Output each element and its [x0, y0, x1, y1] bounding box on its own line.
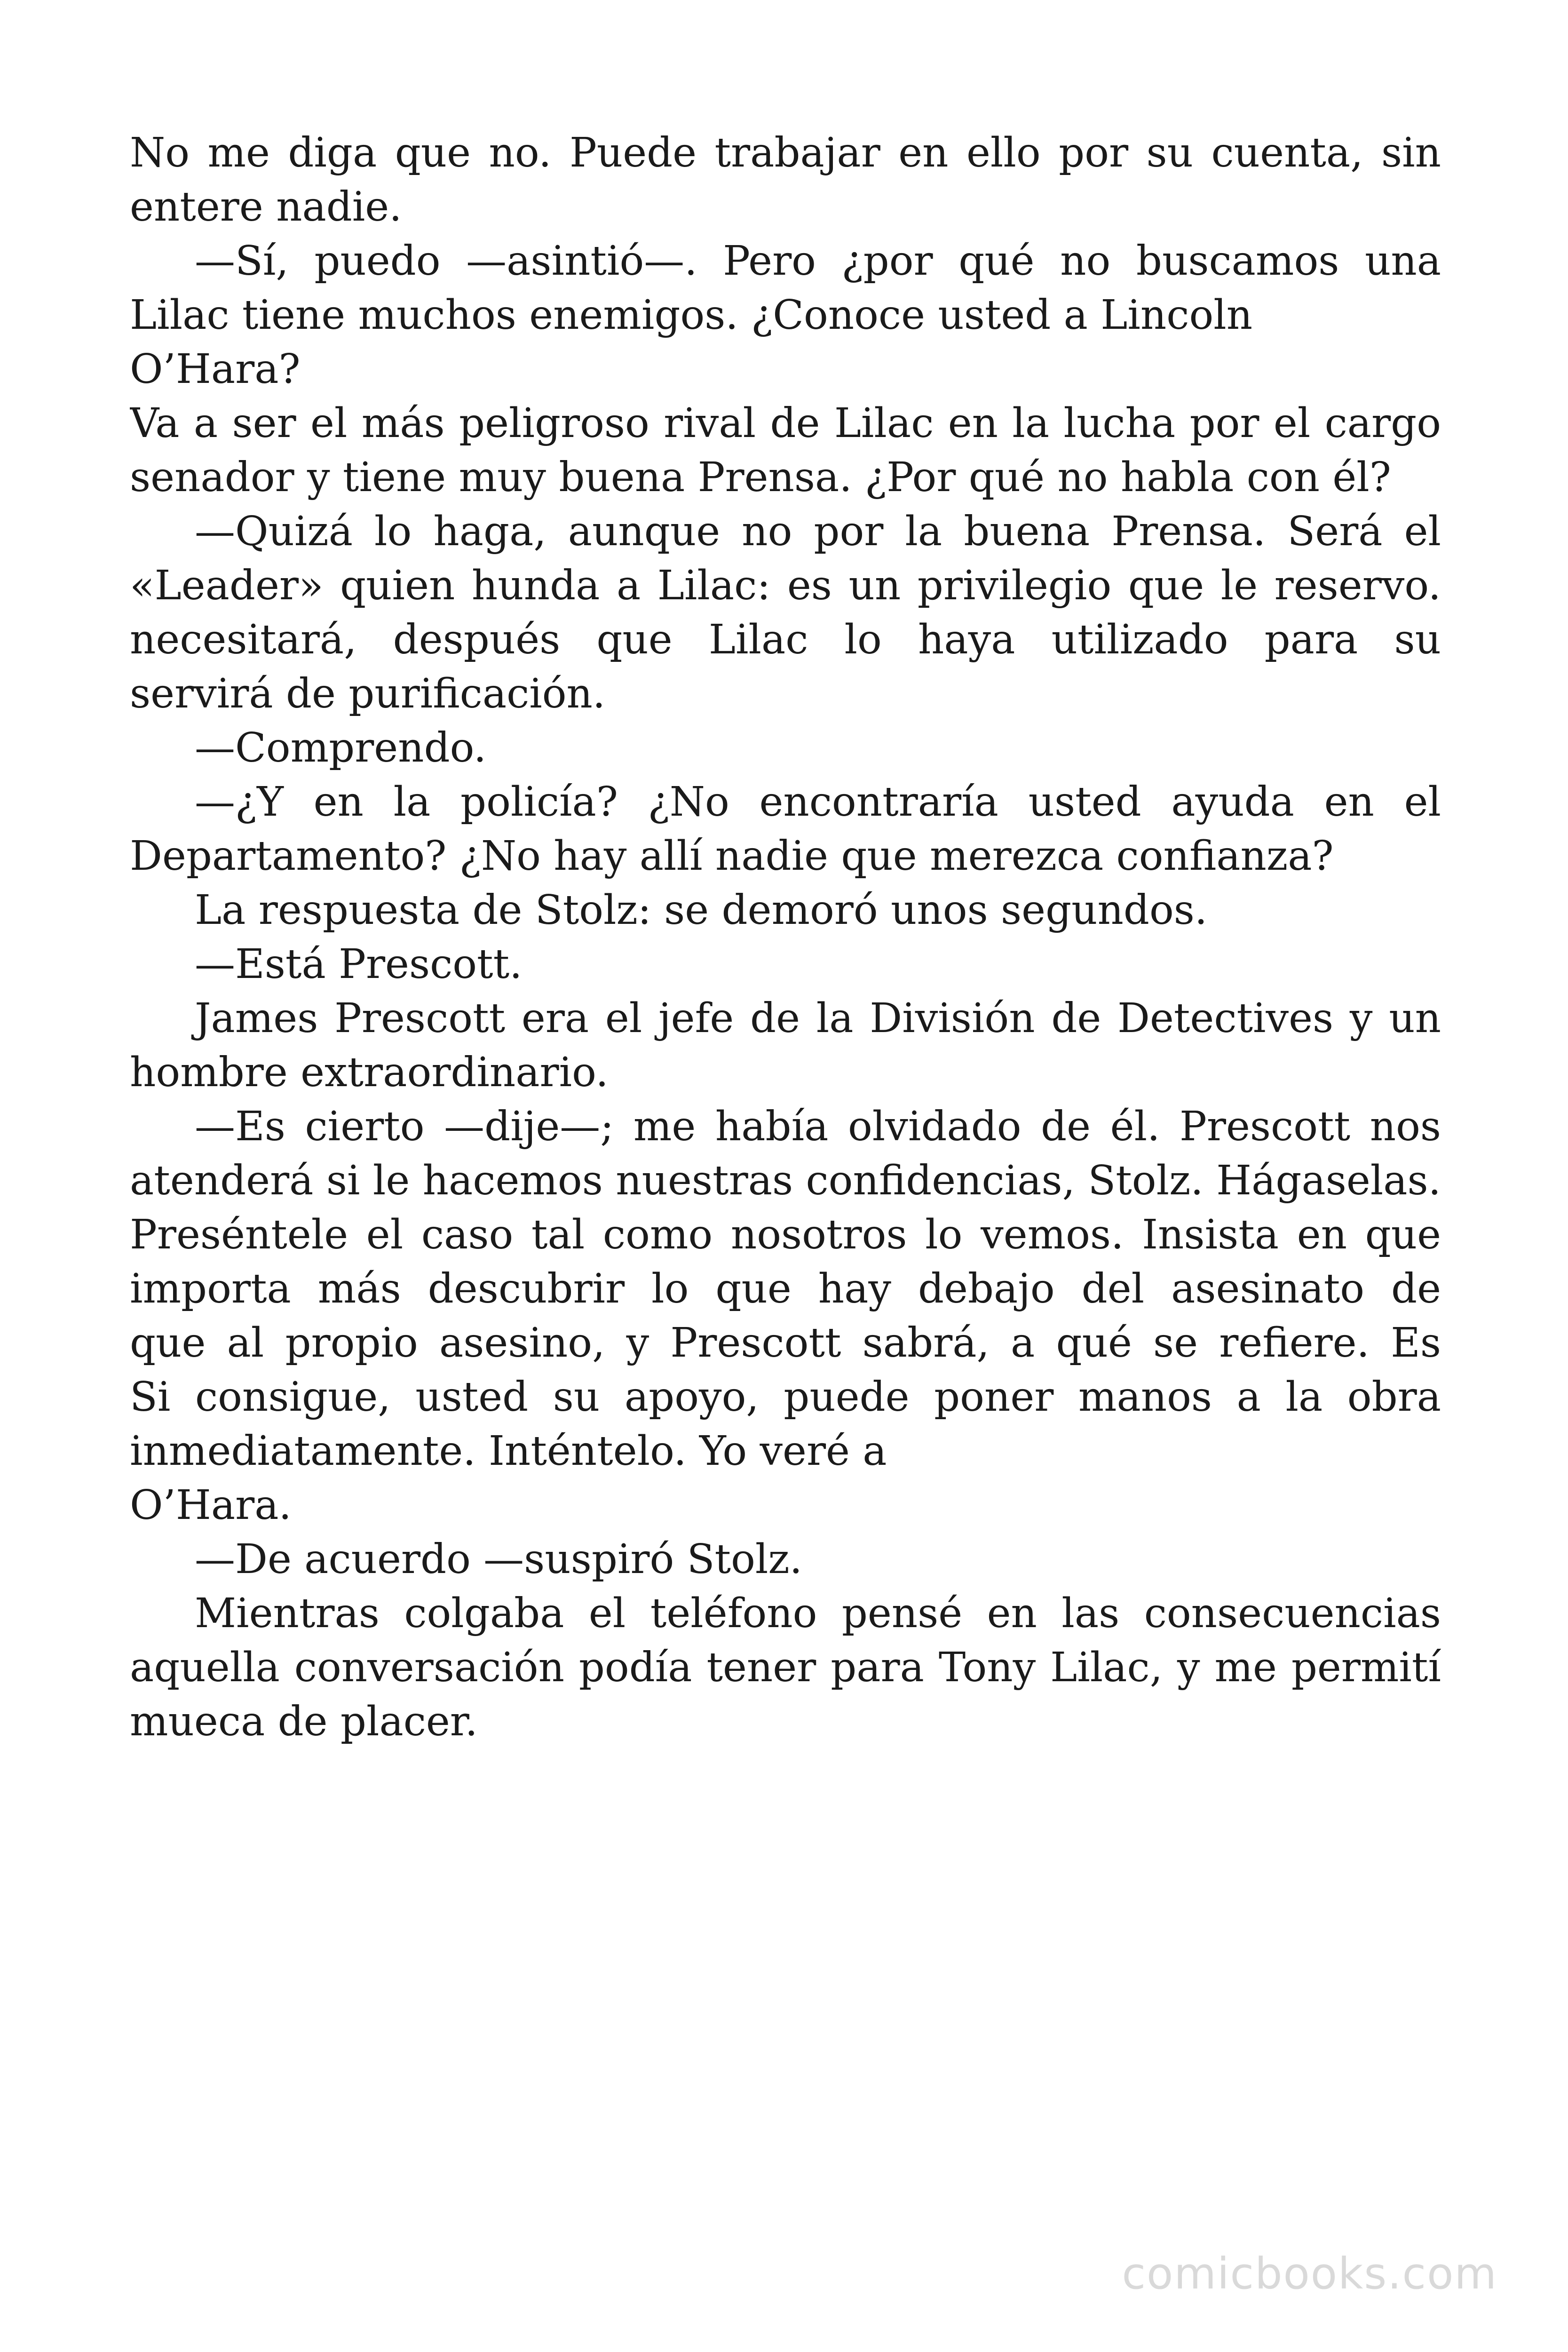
text-line: Si consigue, usted su apoyo, puede poner manos a la obra: [130, 1374, 1441, 1421]
watermark-text: comicbooks.com: [1122, 2249, 1497, 2299]
text-segment: importa más descubrir lo que hay debajo del asesinato de: [130, 1265, 1441, 1312]
text-line: Lilac tiene muchos enemigos. ¿Conoce usted a Lincoln: [130, 292, 1253, 339]
book-page-text: [130, 126, 1441, 1749]
text-line: inmediatamente. Inténtelo. Yo veré a: [130, 1428, 887, 1475]
text-line: —De acuerdo —suspiró Stolz.: [195, 1536, 803, 1583]
text-line: «Leader» quien hunda a Lilac: es un privilegio que le reservo.: [130, 562, 1441, 609]
text-line: O’Hara?: [130, 346, 301, 393]
text-line: hombre extraordinario.: [130, 1049, 609, 1096]
text-line: —Es cierto —dije—; me había olvidado de él. Prescott nos: [195, 1103, 1441, 1150]
text-line: aquella conversación podía tener para Tony Lilac, y me permití: [130, 1644, 1441, 1691]
text-line-with-italic: [130, 1262, 1441, 1316]
text-line: —Sí, puedo —asintió—. Pero ¿por qué no buscamos una: [195, 238, 1441, 285]
text-line: No me diga que no. Puede trabajar en ello por su cuenta, sin: [130, 129, 1441, 176]
text-line: senador y tiene muy buena Prensa. ¿Por qué no habla con él?: [130, 454, 1391, 501]
text-line: La respuesta de Stolz: se demoró unos segundos.: [195, 887, 1208, 934]
text-line: —Está Prescott.: [195, 941, 523, 988]
text-line: Mientras colgaba el teléfono pensé en las consecuencias: [195, 1590, 1441, 1637]
text-line: Departamento? ¿No hay allí nadie que merezca confianza?: [130, 833, 1334, 880]
text-line: —¿Y en la policía? ¿No encontraría usted ayuda en el: [195, 779, 1441, 826]
text-line: James Prescott era el jefe de la División de Detectives y un: [195, 995, 1441, 1042]
text-line: Preséntele el caso tal como nosotros lo vemos. Insista en que: [130, 1211, 1441, 1258]
text-line: entere nadie.: [130, 183, 402, 230]
text-line: —Quizá lo haga, aunque no por la buena Prensa. Será el: [195, 508, 1441, 555]
text-line: atenderá si le hacemos nuestras confidencias, Stolz. Hágaselas.: [130, 1157, 1441, 1204]
text-line: que al propio asesino, y Prescott sabrá, a qué se refiere. Es: [130, 1319, 1441, 1367]
text-line: —Comprendo.: [195, 724, 487, 771]
text-line: mueca de placer.: [130, 1698, 478, 1745]
text-line: servirá de purificación.: [130, 670, 606, 717]
text-line: necesitará, después que Lilac lo haya utilizado para su: [130, 616, 1441, 663]
text-line: Va a ser el más peligroso rival de Lilac en la lucha por el cargo: [130, 400, 1441, 447]
text-line: O’Hara.: [130, 1482, 292, 1529]
